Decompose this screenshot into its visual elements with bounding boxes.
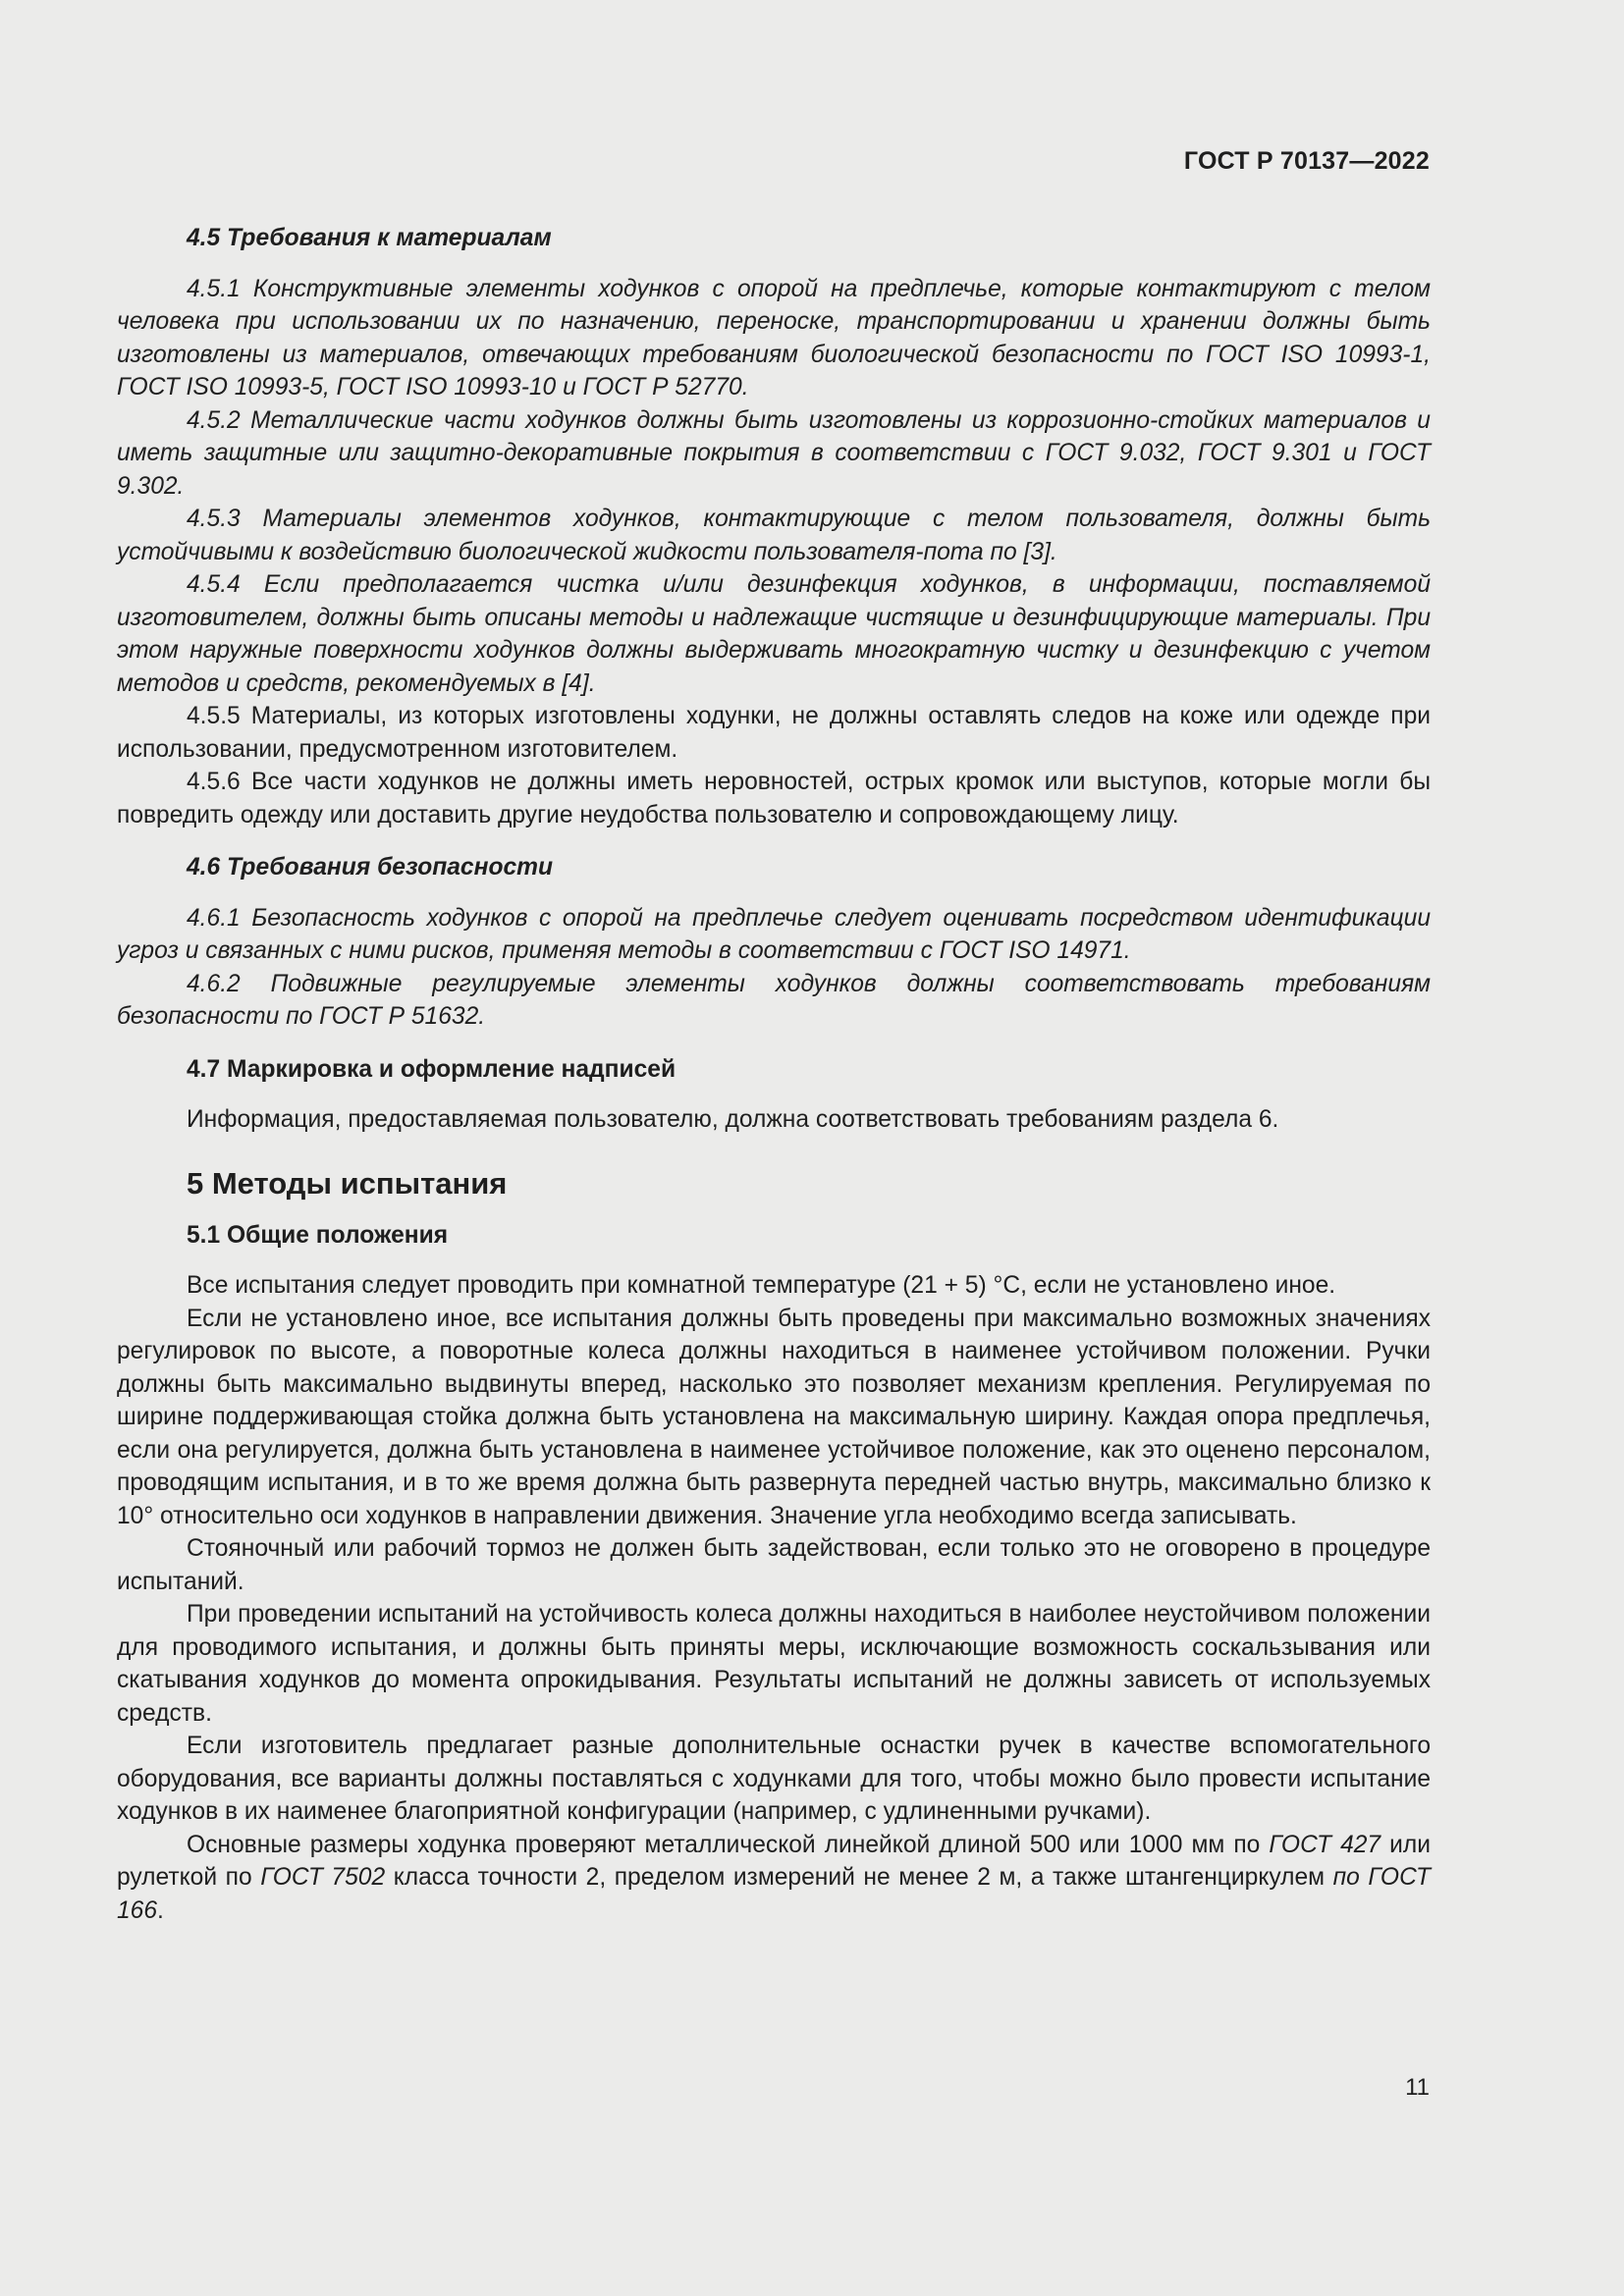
para-5-1-f-text-4: . <box>157 1896 164 1924</box>
section-5-1-heading: 5.1 Общие положения <box>187 1221 449 1249</box>
standard-ref-gost-427: ГОСТ 427 <box>1269 1831 1381 1858</box>
para-4-5-2: 4.5.2 Металлические части ходунков должны быть изготовлены из коррозионно-стойких материалов и иметь защитные или защитно-декоративные покрытия в соответствии с ГОСТ 9.032, ГОСТ 9.301 и ГОСТ 9.302. <box>117 406 1431 500</box>
para-4-5-1: 4.5.1 Конструктивные элементы ходунков с опорой на предплечье, которые контактируют с телом человека при использовании их по назначению, переноске, транспортировании и хранении должны быть изготовлены из материалов, отвечающих требованиям биологической безопасности по ГОСТ ISO 10993-1, ГОСТ ISO 10993-5, ГОСТ ISO 10993-10 и ГОСТ Р 52770. <box>117 275 1431 400</box>
standard-ref-gost-166: по ГОСТ 166 <box>117 1864 1432 1924</box>
para-4-5-6: 4.5.6 Все части ходунков не должны иметь неровностей, острых кромок или выступов, которые могли бы повредить одежду или доставить другие неудобства пользователю и сопровождающему лицу. <box>117 769 1431 828</box>
para-5-1-e: Если изготовитель предлагает разные дополнительные оснастки ручек в качестве вспомогательного оборудования, все варианты должны поставляться с ходунками для того, чтобы можно было провести испытание ходунков в их наименее благоприятной конфигурации (например, с удлиненными ручками). <box>117 1733 1431 1825</box>
para-4-6-1: 4.6.1 Безопасность ходунков с опорой на предплечье следует оценивать посредством идентификации угроз и связанных с ними рисков, применяя методы в соответствии с ГОСТ ISO 14971. <box>117 904 1431 964</box>
para-5-1-b: Если не установлено иное, все испытания должны быть проведены при максимально возможных значениях регулировок по высоте, а поворотные колеса должны находиться в наименее устойчивом положении. Ручки должны быть максимально выдвинуты вперед, насколько это позволяет механизм крепления. Регулируемая по ширине поддерживающая стойка должна быть установлена на максимальную ширину. Каждая опора предплечья, если она регулируется, должна быть установлена в наименее устойчивое положение, как это оценено персоналом, проводящим испытания, и в то же время должна быть развернута передней частью внутрь, максимально близко к 10° относительно оси ходунков в направлении движения. Значение угла необходимо всегда записывать. <box>117 1305 1431 1529</box>
section-5-heading: 5 Методы испытания <box>187 1165 508 1201</box>
para-4-5-3: 4.5.3 Материалы элементов ходунков, контактирующие с телом пользователя, должны быть устойчивыми к воздействию биологической жидкости пользователя-пота по [3]. <box>117 506 1431 565</box>
document-code: ГОСТ Р 70137—2022 <box>1183 147 1430 175</box>
para-4-5-4: 4.5.4 Если предполагается чистка и/или дезинфекция ходунков, в информации, поставляемой изготовителем, должны быть описаны методы и надлежащие чистящие и дезинфицирующие материалы. При этом наружные поверхности ходунков должны выдерживать многократную чистку и дезинфекцию с учетом методов и средств, рекомендуемых в [4]. <box>117 571 1431 697</box>
page-number: 11 <box>1405 2074 1430 2101</box>
para-5-1-f-text-1: Основные размеры ходунка проверяют металлической линейкой длиной 500 или 1000 мм по <box>187 1831 1270 1858</box>
section-4-6-heading: 4.6 Требования безопасности <box>187 854 554 881</box>
standard-ref-gost-7502: ГОСТ 7502 <box>260 1864 386 1891</box>
para-4-6-2: 4.6.2 Подвижные регулируемые элементы ходунков должны соответствовать требованиям безопасности по ГОСТ Р 51632. <box>117 970 1431 1030</box>
para-5-1-c: Стояночный или рабочий тормоз не должен быть задействован, если только это не оговорено в процедуре испытаний. <box>117 1535 1431 1595</box>
section-4-5-heading: 4.5 Требования к материалам <box>187 225 552 251</box>
para-4-7: Информация, предоставляемая пользователю, должна соответствовать требованиям раздела 6. <box>187 1106 1279 1133</box>
para-5-1-f-text-3: класса точности 2, пределом измерений не менее 2 м, а также штангенциркулем <box>385 1864 1333 1891</box>
para-5-1-f <box>117 1829 1431 1928</box>
para-5-1-d: При проведении испытаний на устойчивость колеса должны находиться в наиболее неустойчивом положении для проводимого испытания, и должны быть приняты меры, исключающие возможность соскальзывания или скатывания ходунков до момента опрокидывания. Результаты испытаний не должны зависеть от используемых средств. <box>117 1601 1431 1727</box>
section-4-7-heading: 4.7 Маркировка и оформление надписей <box>187 1055 677 1083</box>
para-5-1-f-text-2: или рулеткой по <box>117 1831 1431 1891</box>
para-4-5-5: 4.5.5 Материалы, из которых изготовлены ходунки, не должны оставлять следов на коже или одежде при использовании, предусмотренном изготовителем. <box>117 703 1431 763</box>
para-5-1-a: Все испытания следует проводить при комнатной температуре (21 + 5) °С, если не установлено иное. <box>187 1272 1336 1299</box>
page-content <box>117 222 1431 1927</box>
